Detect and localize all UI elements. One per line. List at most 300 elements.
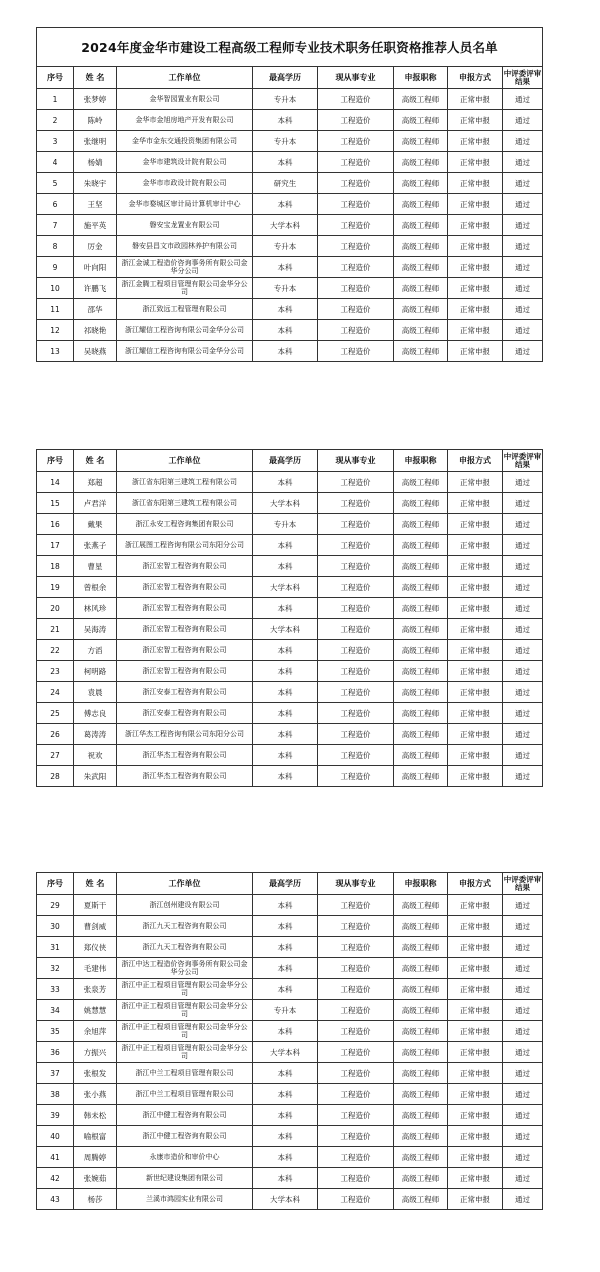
cell-name: 张婉茹 (74, 1168, 117, 1189)
cell-name: 毛建伟 (74, 958, 117, 979)
cell-education: 专升本 (253, 236, 318, 257)
cell-method: 正常申报 (448, 1063, 503, 1084)
cell-employer: 浙江华杰工程咨询有限公司 (117, 745, 253, 766)
cell-education: 专升本 (253, 278, 318, 299)
cell-specialty: 工程造价 (318, 724, 394, 745)
cell-title-applied: 高级工程师 (394, 1105, 448, 1126)
cell-education: 本科 (253, 194, 318, 215)
cell-education: 本科 (253, 472, 318, 493)
cell-education: 本科 (253, 152, 318, 173)
cell-employer: 浙江宏智工程咨询有限公司 (117, 640, 253, 661)
cell-specialty: 工程造价 (318, 320, 394, 341)
cell-method: 正常申报 (448, 131, 503, 152)
cell-employer: 浙江华杰工程咨询有限公司东阳分公司 (117, 724, 253, 745)
cell-method: 正常申报 (448, 577, 503, 598)
cell-name: 许鹏飞 (74, 278, 117, 299)
header-name: 姓 名 (74, 873, 117, 895)
cell-specialty: 工程造价 (318, 619, 394, 640)
cell-specialty: 工程造价 (318, 958, 394, 979)
table-row (37, 299, 543, 320)
cell-employer: 浙江宏智工程咨询有限公司 (117, 556, 253, 577)
table-row (37, 514, 543, 535)
cell-title-applied: 高级工程师 (394, 1000, 448, 1021)
cell-education: 本科 (253, 556, 318, 577)
cell-specialty: 工程造价 (318, 937, 394, 958)
cell-employer: 金华市金旭房地产开发有限公司 (117, 110, 253, 131)
table-row (37, 493, 543, 514)
cell-title-applied: 高级工程师 (394, 724, 448, 745)
cell-index: 26 (37, 724, 74, 745)
cell-method: 正常申报 (448, 895, 503, 916)
table-row (37, 577, 543, 598)
cell-title-applied: 高级工程师 (394, 1021, 448, 1042)
cell-method: 正常申报 (448, 1084, 503, 1105)
cell-index: 9 (37, 257, 74, 278)
cell-result: 通过 (503, 1147, 543, 1168)
cell-method: 正常申报 (448, 598, 503, 619)
cell-title-applied: 高级工程师 (394, 1042, 448, 1063)
table-row (37, 131, 543, 152)
cell-name: 张燕子 (74, 535, 117, 556)
cell-specialty: 工程造价 (318, 152, 394, 173)
cell-result: 通过 (503, 131, 543, 152)
cell-employer: 浙江中兰工程项目管理有限公司 (117, 1063, 253, 1084)
table-row (37, 640, 543, 661)
header-specialty: 现从事专业 (318, 450, 394, 472)
cell-index: 28 (37, 766, 74, 787)
header-result: 中评委评审结果 (503, 67, 543, 89)
cell-name: 袁晨 (74, 682, 117, 703)
table-row (37, 472, 543, 493)
cell-specialty: 工程造价 (318, 703, 394, 724)
cell-specialty: 工程造价 (318, 1042, 394, 1063)
header-row (37, 67, 543, 89)
cell-title-applied: 高级工程师 (394, 895, 448, 916)
cell-method: 正常申报 (448, 937, 503, 958)
cell-title-applied: 高级工程师 (394, 682, 448, 703)
cell-education: 本科 (253, 341, 318, 362)
header-row (37, 450, 543, 472)
table-row (37, 556, 543, 577)
cell-title-applied: 高级工程师 (394, 1084, 448, 1105)
cell-employer: 金华智园置业有限公司 (117, 89, 253, 110)
cell-education: 本科 (253, 703, 318, 724)
cell-index: 7 (37, 215, 74, 236)
cell-method: 正常申报 (448, 724, 503, 745)
cell-method: 正常申报 (448, 1000, 503, 1021)
cell-method: 正常申报 (448, 916, 503, 937)
cell-specialty: 工程造价 (318, 89, 394, 110)
cell-title-applied: 高级工程师 (394, 1063, 448, 1084)
table-row (37, 703, 543, 724)
cell-specialty: 工程造价 (318, 194, 394, 215)
table-row (37, 619, 543, 640)
cell-name: 卢君洋 (74, 493, 117, 514)
cell-title-applied: 高级工程师 (394, 703, 448, 724)
cell-method: 正常申报 (448, 110, 503, 131)
cell-index: 41 (37, 1147, 74, 1168)
header-employer: 工作单位 (117, 67, 253, 89)
cell-result: 通过 (503, 257, 543, 278)
cell-result: 通过 (503, 979, 543, 1000)
cell-title-applied: 高级工程师 (394, 215, 448, 236)
cell-title-applied: 高级工程师 (394, 640, 448, 661)
cell-specialty: 工程造价 (318, 745, 394, 766)
cell-title-applied: 高级工程师 (394, 535, 448, 556)
cell-method: 正常申报 (448, 194, 503, 215)
cell-title-applied: 高级工程师 (394, 341, 448, 362)
cell-employer: 新世纪建设集团有限公司 (117, 1168, 253, 1189)
table-row (37, 215, 543, 236)
cell-result: 通过 (503, 1042, 543, 1063)
cell-specialty: 工程造价 (318, 236, 394, 257)
cell-index: 29 (37, 895, 74, 916)
table-row (37, 724, 543, 745)
header-result: 中评委评审结果 (503, 873, 543, 895)
cell-index: 34 (37, 1000, 74, 1021)
cell-result: 通过 (503, 1084, 543, 1105)
cell-title-applied: 高级工程师 (394, 278, 448, 299)
cell-title-applied: 高级工程师 (394, 493, 448, 514)
cell-education: 专升本 (253, 514, 318, 535)
cell-education: 本科 (253, 1084, 318, 1105)
cell-specialty: 工程造价 (318, 1105, 394, 1126)
cell-title-applied: 高级工程师 (394, 958, 448, 979)
header-employer: 工作单位 (117, 450, 253, 472)
cell-name: 林风珍 (74, 598, 117, 619)
cell-index: 38 (37, 1084, 74, 1105)
cell-title-applied: 高级工程师 (394, 577, 448, 598)
cell-employer: 浙江中健工程咨询有限公司 (117, 1105, 253, 1126)
cell-title-applied: 高级工程师 (394, 556, 448, 577)
table-row (37, 682, 543, 703)
cell-name: 葛涛涛 (74, 724, 117, 745)
cell-index: 19 (37, 577, 74, 598)
table-row (37, 766, 543, 787)
cell-method: 正常申报 (448, 1189, 503, 1210)
cell-education: 本科 (253, 640, 318, 661)
cell-employer: 浙江省东阳第三建筑工程有限公司 (117, 493, 253, 514)
cell-employer: 浙江中达工程造价咨询事务所有限公司金华分公司 (117, 958, 253, 979)
cell-result: 通过 (503, 236, 543, 257)
cell-employer: 磐安宝龙置业有限公司 (117, 215, 253, 236)
table-row (37, 1042, 543, 1063)
cell-specialty: 工程造价 (318, 640, 394, 661)
cell-index: 37 (37, 1063, 74, 1084)
header-name: 姓 名 (74, 450, 117, 472)
cell-name: 朱晓宇 (74, 173, 117, 194)
cell-education: 本科 (253, 110, 318, 131)
cell-name: 张小燕 (74, 1084, 117, 1105)
cell-method: 正常申报 (448, 236, 503, 257)
cell-education: 本科 (253, 916, 318, 937)
cell-title-applied: 高级工程师 (394, 766, 448, 787)
cell-education: 本科 (253, 937, 318, 958)
cell-index: 15 (37, 493, 74, 514)
cell-result: 通过 (503, 173, 543, 194)
cell-result: 通过 (503, 556, 543, 577)
cell-result: 通过 (503, 766, 543, 787)
cell-index: 31 (37, 937, 74, 958)
cell-title-applied: 高级工程师 (394, 1168, 448, 1189)
cell-result: 通过 (503, 299, 543, 320)
header-method: 申报方式 (448, 450, 503, 472)
table-row (37, 895, 543, 916)
cell-result: 通过 (503, 661, 543, 682)
table-row (37, 1000, 543, 1021)
cell-name: 朱武阳 (74, 766, 117, 787)
cell-education: 本科 (253, 1021, 318, 1042)
header-education: 最高学历 (253, 450, 318, 472)
cell-method: 正常申报 (448, 640, 503, 661)
table-row (37, 916, 543, 937)
cell-education: 专升本 (253, 1000, 318, 1021)
header-title-applied: 申报职称 (394, 67, 448, 89)
cell-name: 方振兴 (74, 1042, 117, 1063)
cell-education: 本科 (253, 1063, 318, 1084)
cell-name: 戴果 (74, 514, 117, 535)
cell-result: 通过 (503, 682, 543, 703)
cell-index: 11 (37, 299, 74, 320)
cell-name: 柯明路 (74, 661, 117, 682)
cell-specialty: 工程造价 (318, 173, 394, 194)
cell-result: 通过 (503, 640, 543, 661)
header-employer: 工作单位 (117, 873, 253, 895)
cell-result: 通过 (503, 958, 543, 979)
cell-method: 正常申报 (448, 1147, 503, 1168)
cell-index: 42 (37, 1168, 74, 1189)
cell-result: 通过 (503, 895, 543, 916)
cell-employer: 浙江宏智工程咨询有限公司 (117, 619, 253, 640)
cell-result: 通过 (503, 535, 543, 556)
cell-specialty: 工程造价 (318, 299, 394, 320)
cell-method: 正常申报 (448, 472, 503, 493)
cell-method: 正常申报 (448, 745, 503, 766)
roster-table-2 (36, 449, 543, 787)
cell-result: 通过 (503, 278, 543, 299)
cell-education: 本科 (253, 320, 318, 341)
cell-education: 本科 (253, 257, 318, 278)
cell-specialty: 工程造价 (318, 215, 394, 236)
cell-method: 正常申报 (448, 278, 503, 299)
cell-result: 通过 (503, 598, 543, 619)
table-row (37, 1021, 543, 1042)
cell-specialty: 工程造价 (318, 1147, 394, 1168)
cell-specialty: 工程造价 (318, 556, 394, 577)
cell-name: 喻根富 (74, 1126, 117, 1147)
cell-name: 陈岭 (74, 110, 117, 131)
cell-result: 通过 (503, 89, 543, 110)
cell-specialty: 工程造价 (318, 895, 394, 916)
cell-index: 18 (37, 556, 74, 577)
cell-method: 正常申报 (448, 514, 503, 535)
cell-employer: 金华市婺城区审计局计算机审计中心 (117, 194, 253, 215)
cell-specialty: 工程造价 (318, 1021, 394, 1042)
table-row (37, 173, 543, 194)
cell-title-applied: 高级工程师 (394, 257, 448, 278)
cell-result: 通过 (503, 341, 543, 362)
cell-specialty: 工程造价 (318, 682, 394, 703)
cell-index: 36 (37, 1042, 74, 1063)
cell-education: 本科 (253, 1147, 318, 1168)
cell-specialty: 工程造价 (318, 916, 394, 937)
cell-result: 通过 (503, 320, 543, 341)
table-row (37, 1126, 543, 1147)
cell-result: 通过 (503, 745, 543, 766)
table-row (37, 1063, 543, 1084)
cell-title-applied: 高级工程师 (394, 472, 448, 493)
cell-education: 本科 (253, 979, 318, 1000)
cell-index: 25 (37, 703, 74, 724)
table-row (37, 110, 543, 131)
header-index: 序号 (37, 873, 74, 895)
cell-method: 正常申报 (448, 341, 503, 362)
cell-method: 正常申报 (448, 979, 503, 1000)
cell-index: 30 (37, 916, 74, 937)
header-result: 中评委评审结果 (503, 450, 543, 472)
cell-name: 杨婧 (74, 152, 117, 173)
cell-title-applied: 高级工程师 (394, 89, 448, 110)
cell-result: 通过 (503, 703, 543, 724)
cell-result: 通过 (503, 916, 543, 937)
cell-index: 3 (37, 131, 74, 152)
table-row (37, 1084, 543, 1105)
cell-education: 本科 (253, 958, 318, 979)
cell-index: 13 (37, 341, 74, 362)
cell-title-applied: 高级工程师 (394, 916, 448, 937)
cell-method: 正常申报 (448, 1105, 503, 1126)
cell-specialty: 工程造价 (318, 1189, 394, 1210)
header-title-applied: 申报职称 (394, 450, 448, 472)
cell-title-applied: 高级工程师 (394, 152, 448, 173)
table-row (37, 278, 543, 299)
cell-specialty: 工程造价 (318, 257, 394, 278)
cell-name: 叶向阳 (74, 257, 117, 278)
cell-employer: 浙江耀信工程咨询有限公司金华分公司 (117, 341, 253, 362)
cell-method: 正常申报 (448, 215, 503, 236)
cell-title-applied: 高级工程师 (394, 131, 448, 152)
cell-name: 姚慧慧 (74, 1000, 117, 1021)
table-row (37, 341, 543, 362)
roster-page-1 (36, 27, 542, 362)
cell-name: 杨莎 (74, 1189, 117, 1210)
cell-specialty: 工程造价 (318, 598, 394, 619)
cell-result: 通过 (503, 472, 543, 493)
cell-employer: 永康市造价和审价中心 (117, 1147, 253, 1168)
cell-method: 正常申报 (448, 1042, 503, 1063)
header-title-applied: 申报职称 (394, 873, 448, 895)
cell-title-applied: 高级工程师 (394, 320, 448, 341)
cell-title-applied: 高级工程师 (394, 619, 448, 640)
table-row (37, 152, 543, 173)
cell-employer: 浙江九天工程咨询有限公司 (117, 916, 253, 937)
cell-index: 35 (37, 1021, 74, 1042)
cell-method: 正常申报 (448, 1168, 503, 1189)
cell-employer: 浙江致远工程管理有限公司 (117, 299, 253, 320)
cell-education: 本科 (253, 766, 318, 787)
cell-index: 2 (37, 110, 74, 131)
cell-education: 大学本科 (253, 1042, 318, 1063)
cell-education: 本科 (253, 895, 318, 916)
cell-result: 通过 (503, 1168, 543, 1189)
cell-employer: 浙江九天工程咨询有限公司 (117, 937, 253, 958)
header-method: 申报方式 (448, 873, 503, 895)
cell-result: 通过 (503, 577, 543, 598)
table-row (37, 661, 543, 682)
table-row (37, 535, 543, 556)
cell-title-applied: 高级工程师 (394, 1126, 448, 1147)
cell-index: 21 (37, 619, 74, 640)
cell-title-applied: 高级工程师 (394, 598, 448, 619)
cell-specialty: 工程造价 (318, 766, 394, 787)
header-method: 申报方式 (448, 67, 503, 89)
cell-method: 正常申报 (448, 703, 503, 724)
cell-education: 本科 (253, 598, 318, 619)
cell-method: 正常申报 (448, 173, 503, 194)
cell-employer: 浙江宏智工程咨询有限公司 (117, 577, 253, 598)
cell-education: 专升本 (253, 131, 318, 152)
cell-name: 厉金 (74, 236, 117, 257)
cell-method: 正常申报 (448, 493, 503, 514)
cell-result: 通过 (503, 1105, 543, 1126)
header-index: 序号 (37, 67, 74, 89)
cell-specialty: 工程造价 (318, 1063, 394, 1084)
table-row (37, 1189, 543, 1210)
cell-result: 通过 (503, 1021, 543, 1042)
cell-specialty: 工程造价 (318, 493, 394, 514)
cell-title-applied: 高级工程师 (394, 661, 448, 682)
cell-index: 8 (37, 236, 74, 257)
cell-result: 通过 (503, 514, 543, 535)
header-name: 姓 名 (74, 67, 117, 89)
cell-specialty: 工程造价 (318, 1084, 394, 1105)
cell-title-applied: 高级工程师 (394, 1147, 448, 1168)
cell-result: 通过 (503, 110, 543, 131)
cell-education: 本科 (253, 724, 318, 745)
cell-index: 20 (37, 598, 74, 619)
cell-name: 邵华 (74, 299, 117, 320)
cell-index: 43 (37, 1189, 74, 1210)
cell-method: 正常申报 (448, 958, 503, 979)
cell-employer: 浙江中正工程项目管理有限公司金华分公司 (117, 1042, 253, 1063)
cell-education: 大学本科 (253, 619, 318, 640)
cell-method: 正常申报 (448, 1021, 503, 1042)
cell-specialty: 工程造价 (318, 341, 394, 362)
cell-result: 通过 (503, 937, 543, 958)
cell-title-applied: 高级工程师 (394, 1189, 448, 1210)
table-row (37, 598, 543, 619)
cell-employer: 兰溪市鸿园实业有限公司 (117, 1189, 253, 1210)
cell-name: 方滔 (74, 640, 117, 661)
cell-index: 23 (37, 661, 74, 682)
cell-education: 本科 (253, 1126, 318, 1147)
header-education: 最高学历 (253, 873, 318, 895)
cell-result: 通过 (503, 1063, 543, 1084)
cell-employer: 浙江中健工程咨询有限公司 (117, 1126, 253, 1147)
header-row (37, 873, 543, 895)
cell-title-applied: 高级工程师 (394, 745, 448, 766)
cell-index: 33 (37, 979, 74, 1000)
cell-index: 16 (37, 514, 74, 535)
cell-education: 研究生 (253, 173, 318, 194)
cell-employer: 浙江金腾工程项目管理有限公司金华分公司 (117, 278, 253, 299)
cell-method: 正常申报 (448, 89, 503, 110)
cell-name: 吴晓燕 (74, 341, 117, 362)
cell-specialty: 工程造价 (318, 577, 394, 598)
cell-method: 正常申报 (448, 619, 503, 640)
cell-employer: 浙江安泰工程咨询有限公司 (117, 703, 253, 724)
header-education: 最高学历 (253, 67, 318, 89)
